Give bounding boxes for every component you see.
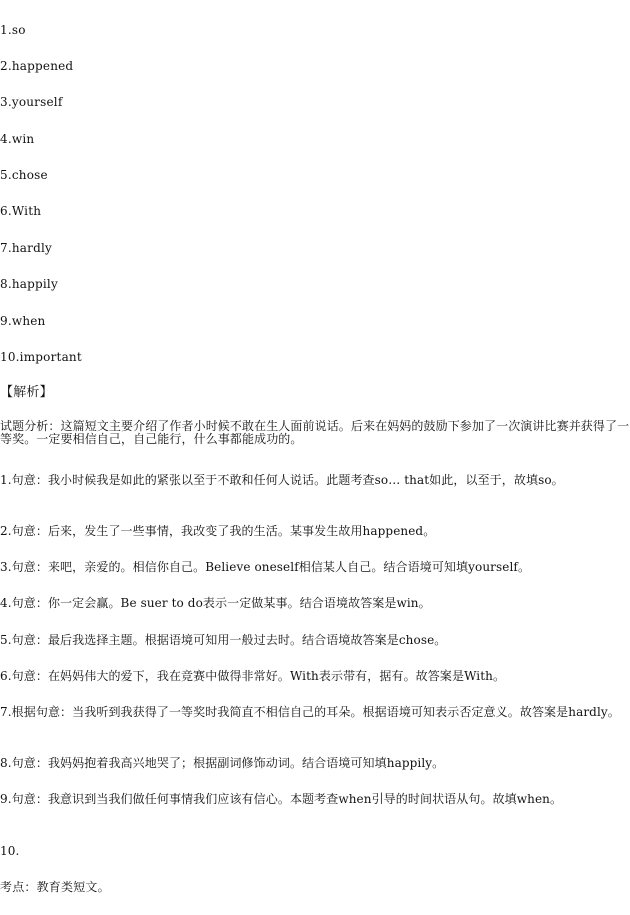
- explanation-item: 3.句意：来吧，亲爱的。相信你自己。Believe oneself相信某人自己。结合语境可知填yourself。: [0, 560, 531, 574]
- answer-line: 8.happily: [0, 277, 58, 291]
- answer-line: 9.when: [0, 314, 46, 328]
- analysis-intro: 试题分析：这篇短文主要介绍了作者小时候不敢在生人面前说话。后来在妈妈的鼓励下参加了一次演讲比赛并获得了一等奖。一定要相信自己，自己能行，什么事都能成功的。: [0, 419, 630, 446]
- explanation-item: 4.句意：你一定会赢。Be suer to do表示一定做某事。结合语境故答案是win。: [0, 596, 431, 610]
- answer-line: 7.hardly: [0, 241, 52, 255]
- answer-line: 3.yourself: [0, 95, 63, 109]
- kaodian-line: 考点：教育类短文。: [0, 880, 110, 894]
- answer-line: 5.chose: [0, 168, 48, 182]
- answer-line: 6.With: [0, 204, 42, 218]
- explanation-item: 7.根据句意：当我听到我获得了一等奖时我简直不相信自己的耳朵。根据语境可知表示否定意义。故答案是hardly。: [0, 705, 620, 719]
- answer-line: 1.so: [0, 23, 26, 37]
- answer-line: 10.important: [0, 350, 82, 364]
- answer-line: 4.win: [0, 132, 35, 146]
- analysis-heading: 【解析】: [0, 385, 53, 400]
- explanation-item: 5.句意：最后我选择主题。根据语境可知用一般过去时。结合语境故答案是chose。: [0, 633, 447, 647]
- explanation-item: 6.句意：在妈妈伟大的爱下，我在竞赛中做得非常好。With表示带有，据有。故答案是With。: [0, 669, 506, 683]
- answer-line: 2.happened: [0, 59, 74, 73]
- explanation-item: 1.句意：我小时候我是如此的紧张以至于不敢和任何人说话。此题考查so… that如此，以至于，故填so。: [0, 473, 564, 487]
- explanation-item: 8.句意：我妈妈抱着我高兴地哭了；根据副词修饰动词。结合语境可知填happily。: [0, 756, 445, 770]
- explanation-item: 2.句意：后来，发生了一些事情，我改变了我的生活。某事发生故用happened。: [0, 524, 436, 538]
- explanation-item: 9.句意：我意识到当我们做任何事情我们应该有信心。本题考查when引导的时间状语从句。故填when。: [0, 792, 563, 806]
- explanation-item: 10.: [0, 844, 20, 858]
